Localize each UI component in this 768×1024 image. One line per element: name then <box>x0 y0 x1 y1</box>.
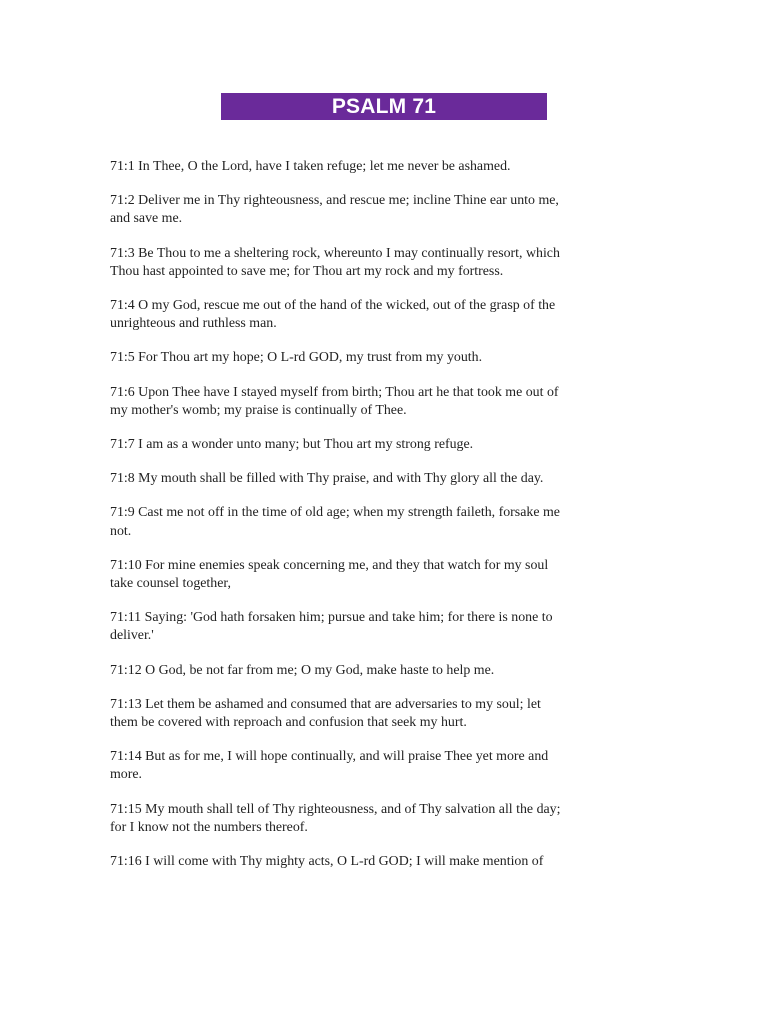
page-title: PSALM 71 <box>331 95 437 118</box>
verse-71-11: 71:11 Saying: 'God hath forsaken him; pursue and take him; for there is none to deliver.' <box>110 610 553 644</box>
title-banner <box>221 93 547 120</box>
verse-71-15: 71:15 My mouth shall tell of Thy righteousness, and of Thy salvation all the day; for I know not the numbers thereof. <box>110 801 561 835</box>
verse-71-6: 71:6 Upon Thee have I stayed myself from birth; Thou art he that took me out of my mother's womb; my praise is continually of Thee. <box>110 384 559 418</box>
verse-71-4: 71:4 O my God, rescue me out of the hand of the wicked, out of the grasp of the unrighteous and ruthless man. <box>110 298 556 332</box>
verse-71-10: 71:10 For mine enemies speak concerning me, and they that watch for my soul take counsel together, <box>110 557 549 592</box>
verse-71-7: 71:7 I am as a wonder unto many; but Thou art my strong refuge. <box>110 437 474 453</box>
verse-71-5: 71:5 For Thou art my hope; O L-rd GOD, my trust from my youth. <box>110 350 483 366</box>
verse-71-8: 71:8 My mouth shall be filled with Thy praise, and with Thy glory all the day. <box>110 471 544 487</box>
verse-71-2: 71:2 Deliver me in Thy righteousness, and rescue me; incline Thine ear unto me, and save me. <box>110 193 559 227</box>
verse-71-16: 71:16 I will come with Thy mighty acts, O L-rd GOD; I will make mention of <box>110 854 544 870</box>
verse-71-1: 71:1 In Thee, O the Lord, have I taken refuge; let me never be ashamed. <box>110 159 511 174</box>
verse-71-13: 71:13 Let them be ashamed and consumed that are adversaries to my soul; let them be covered with reproach and confusion that seek my hurt. <box>110 696 541 731</box>
verse-71-3: 71:3 Be Thou to me a sheltering rock, whereunto I may continually resort, which Thou hast appointed to save me; for Thou art my rock and my fortress. <box>110 245 560 279</box>
verse-71-14: 71:14 But as for me, I will hope continually, and will praise Thee yet more and more. <box>110 749 549 783</box>
verse-list <box>110 158 610 887</box>
verse-71-9: 71:9 Cast me not off in the time of old age; when my strength faileth, forsake me not. <box>110 505 560 539</box>
verse-71-12: 71:12 O God, be not far from me; O my God, make haste to help me. <box>110 662 495 678</box>
